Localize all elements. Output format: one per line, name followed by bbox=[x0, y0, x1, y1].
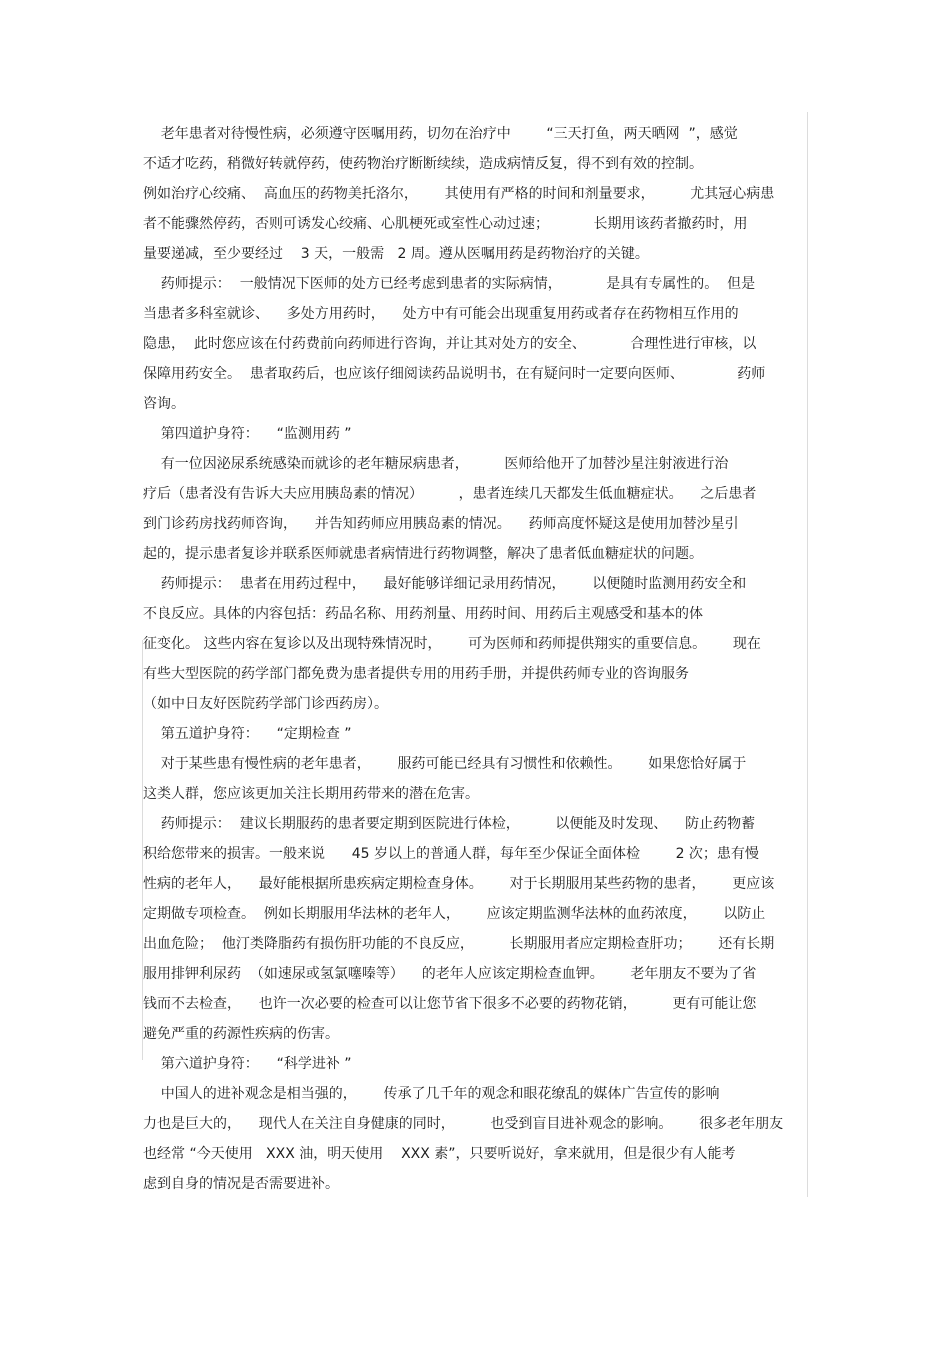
section-heading: 第四道护身符： “监测用药 ” bbox=[143, 426, 352, 442]
text-line: 服用排钾利尿药 （如速尿或氢氯噻嗪等） 的老年人应该定期检查血钾。 老年朋友不要为了省 bbox=[143, 966, 757, 982]
text-line: 到门诊药房找药师咨询， 并告知药师应用胰岛素的情况。 药师高度怀疑这是使用加替沙星引 bbox=[143, 516, 739, 532]
text-line: 也经常 “今天使用 XXX 油，明天使用 XXX 素”，只要听说好，拿来就用，但是很少有人能考 bbox=[143, 1146, 736, 1162]
text-line: 药师提示： 患者在用药过程中， 最好能够详细记录用药情况， 以便随时监测用药安全和 bbox=[143, 576, 747, 592]
text-line: 药师提示： 建议长期服药的患者要定期到医院进行体检， 以便能及时发现、 防止药物蓄 bbox=[143, 816, 756, 832]
text-line: 避免严重的药源性疾病的伤害。 bbox=[143, 1026, 339, 1042]
text-line: 性病的老年人， 最好能根据所患疾病定期检查身体。 对于长期服用某些药物的患者， 更应该 bbox=[143, 876, 775, 892]
text-line: 有一位因泌尿系统感染而就诊的老年糖尿病患者， 医师给他开了加替沙星注射液进行治 bbox=[143, 456, 729, 472]
text-line: 对于某些患有慢性病的老年患者， 服药可能已经具有习惯性和依赖性。 如果您恰好属于 bbox=[143, 756, 747, 772]
text-line: 定期做专项检查。 例如长期服用华法林的老年人， 应该定期监测华法林的血药浓度， 以防止 bbox=[143, 906, 766, 922]
text-line: 老年患者对待慢性病，必须遵守医嘱用药，切勿在治疗中 “三天打鱼，两天晒网 ”，感觉 bbox=[143, 126, 738, 142]
text-line: 保障用药安全。 患者取药后，也应该仔细阅读药品说明书，在有疑问时一定要向医师、 药师 bbox=[143, 366, 766, 382]
text-line: 当患者多科室就诊、 多处方用药时， 处方中有可能会出现重复用药或者存在药物相互作用的 bbox=[143, 306, 739, 322]
text-line: 例如治疗心绞痛、 高血压的药物美托洛尔， 其使用有严格的时间和剂量要求， 尤其冠心病患 bbox=[143, 186, 775, 202]
text-line: 有些大型医院的药学部门都免费为患者提供专用的用药手册，并提供药师专业的咨询服务 bbox=[143, 666, 689, 682]
text-line: 者不能骤然停药，否则可诱发心绞痛、心肌梗死或室性心动过速； 长期用该药者撤药时，用 bbox=[143, 216, 748, 232]
text-line: 虑到自身的情况是否需要进补。 bbox=[143, 1176, 339, 1192]
text-line: 征变化。 这些内容在复诊以及出现特殊情况时， 可为医师和药师提供翔实的重要信息。 现在 bbox=[143, 636, 761, 652]
text-line: （如中日友好医院药学部门诊西药房）。 bbox=[143, 696, 388, 712]
text-line: 不良反应。具体的内容包括：药品名称、用药剂量、用药时间、用药后主观感受和基本的体 bbox=[143, 606, 703, 622]
text-line: 疗后（患者没有告诉大夫应用胰岛素的情况） ，患者连续几天都发生低血糖症状。 之后患者 bbox=[143, 486, 757, 502]
text-line: 钱而不去检查， 也许一次必要的检查可以让您节省下很多不必要的药物花销， 更有可能让您 bbox=[143, 996, 757, 1012]
text-line: 隐患， 此时您应该在付药费前向药师进行咨询，并让其对处方的安全、 合理性进行审核，以 bbox=[143, 336, 757, 352]
text-line: 药师提示： 一般情况下医师的处方已经考虑到患者的实际病情， 是具有专属性的。 但是 bbox=[143, 276, 756, 292]
section-heading: 第五道护身符： “定期检查 ” bbox=[143, 726, 352, 742]
text-line: 积给您带来的损害。一般来说 45 岁以上的普通人群，每年至少保证全面体检 2 次；患有慢 bbox=[143, 846, 759, 862]
text-line: 中国人的进补观念是相当强的， 传承了几千年的观念和眼花缭乱的媒体广告宣传的影响 bbox=[143, 1086, 720, 1102]
text-line: 不适才吃药，稍微好转就停药，使药物治疗断断续续，造成病情反复，得不到有效的控制。 bbox=[143, 156, 703, 172]
text-line: 力也是巨大的， 现代人在关注自身健康的同时， 也受到盲目进补观念的影响。 很多老年朋友 bbox=[143, 1116, 784, 1132]
text-line: 咨询。 bbox=[143, 396, 185, 412]
section-heading: 第六道护身符： “科学进补 ” bbox=[143, 1056, 352, 1072]
document-body bbox=[143, 112, 808, 1195]
text-line: 这类人群，您应该更加关注长期用药带来的潜在危害。 bbox=[143, 786, 479, 802]
text-line: 量要递减，至少要经过 3 天，一般需 2 周。遵从医嘱用药是药物治疗的关键。 bbox=[143, 246, 649, 262]
text-line: 起的，提示患者复诊并联系医师就患者病情进行药物调整，解决了患者低血糖症状的问题。 bbox=[143, 546, 703, 562]
text-line: 出血危险； 他汀类降脂药有损伤肝功能的不良反应， 长期服用者应定期检查肝功； 还有长期 bbox=[143, 936, 775, 952]
